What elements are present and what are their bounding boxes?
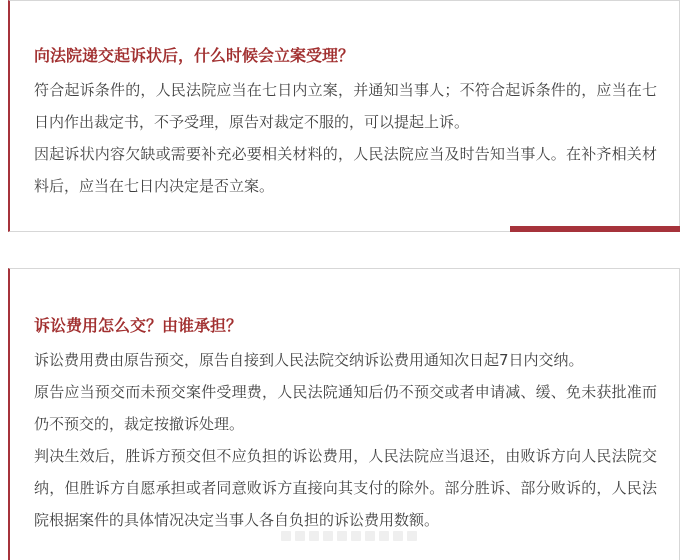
blur-block [407, 531, 417, 541]
section-heading-fees: 诉讼费用怎么交？由谁承担？ [34, 316, 243, 335]
article-card-fees-content [34, 313, 657, 536]
blur-block [309, 531, 319, 541]
article-card-fees [8, 268, 680, 560]
blur-block [393, 531, 403, 541]
paragraph-filing-1: 符合起诉条件的，人民法院应当在七日内立案，并通知当事人；不符合起诉条件的，应当在七日内作出裁定书，不予受理，原告对裁定不服的，可以提起上诉。 [34, 81, 657, 131]
article-card-filing-content [34, 43, 657, 202]
blur-block [295, 531, 305, 541]
blur-block [351, 531, 361, 541]
blur-block [281, 531, 291, 541]
blur-block [379, 531, 389, 541]
paragraph-fees-3: 判决生效后，胜诉方预交但不应负担的诉讼费用，人民法院应当退还，由败诉方向人民法院交纳，但胜诉方自愿承担或者同意败诉方直接向其支付的除外。部分胜诉、部分败诉的，人民法院根据案件的具体情况决定当事人各自负担的诉讼费用数额。 [34, 447, 657, 529]
blur-block [323, 531, 333, 541]
blur-block [337, 531, 347, 541]
article-card-filing [8, 0, 680, 232]
section-heading-filing: 向法院递交起诉状后，什么时候会立案受理？ [34, 46, 355, 65]
blurred-watermark-strip [281, 531, 431, 543]
blur-block [365, 531, 375, 541]
paragraph-fees-2: 原告应当预交而未预交案件受理费，人民法院通知后仍不预交或者申请减、缓、免未获批准而仍不预交的，裁定按撤诉处理。 [34, 383, 657, 433]
paragraph-filing-2: 因起诉状内容欠缺或需要补充必要相关材料的，人民法院应当及时告知当事人。在补齐相关材料后，应当在七日内决定是否立案。 [34, 145, 657, 195]
paragraph-fees-1: 诉讼费用费由原告预交，原告自接到人民法院交纳诉讼费用通知次日起7日内交纳。 [34, 351, 584, 369]
